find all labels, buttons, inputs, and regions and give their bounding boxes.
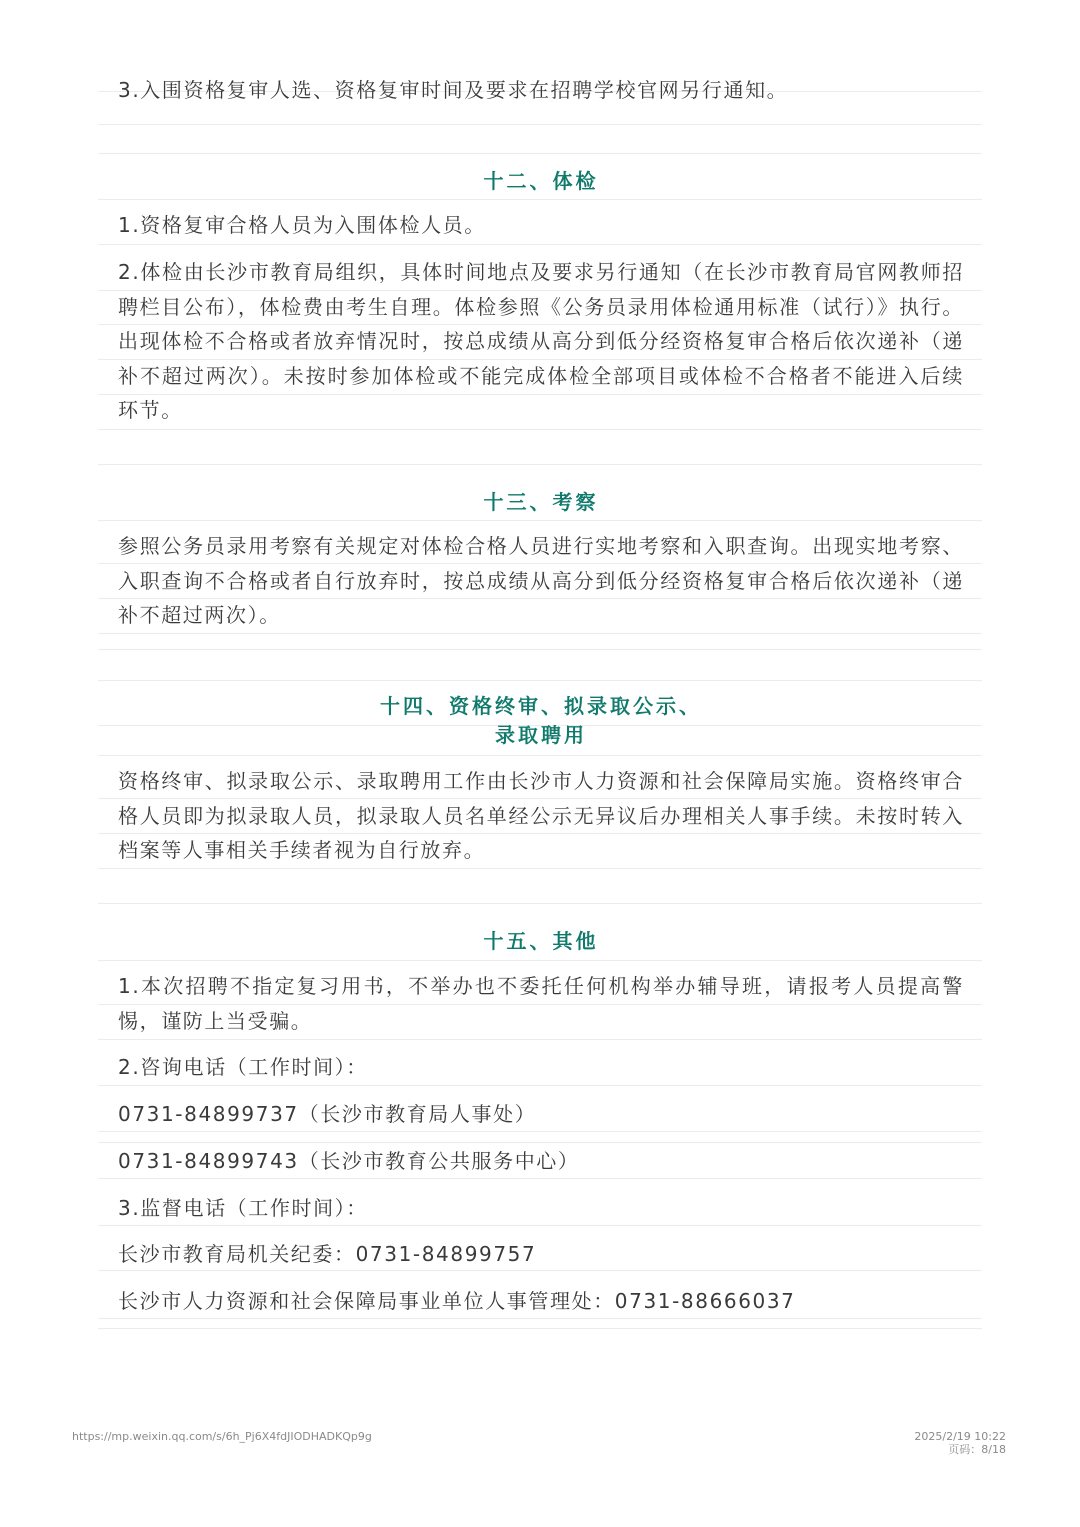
ruled-line	[98, 649, 982, 650]
ruled-line	[98, 124, 982, 125]
footer-meta	[914, 1430, 1006, 1456]
paragraph-s11-item3: 3.入围资格复审人选、资格复审时间及要求在招聘学校官网另行通知。	[118, 78, 789, 102]
ruled-line	[98, 429, 982, 430]
paragraph-s15-consult-phone-2: 0731-84899743（长沙市教育公共服务中心）	[118, 1149, 580, 1173]
paragraph-s15-supervise-phone-2: 长沙市人力资源和社会保障局事业单位人事管理处：0731-88666037	[118, 1289, 796, 1313]
ruled-line	[98, 1328, 982, 1329]
paragraph-s14-item1: 资格终审、拟录取公示、录取聘用工作由长沙市人力资源和社会保障局实施。资格终审合格人员即为拟录取人员，拟录取人员名单经公示无异议后办理相关人事手续。未按时转入档案等人事相关手续者视为自行放弃。	[118, 769, 964, 862]
ruled-line	[98, 244, 982, 245]
section-heading-inspection: 十三、考察	[483, 490, 599, 514]
paragraph-s15-supervise-label: 3.监督电话（工作时间）：	[118, 1196, 368, 1220]
section-heading-physical-exam: 十二、体检	[483, 169, 599, 193]
ruled-line	[98, 1085, 982, 1086]
section-heading-other: 十五、其他	[483, 929, 599, 953]
ruled-line	[98, 633, 982, 634]
ruled-line	[98, 520, 982, 521]
ruled-line	[98, 199, 982, 200]
paragraph-s12-item1: 1.资格复审合格人员为入围体检人员。	[118, 213, 486, 237]
section-heading-final-review-line1: 十四、资格终审、拟录取公示、	[380, 694, 702, 718]
footer-url: https://mp.weixin.qq.com/s/6h_Pj6X4fdJIODHADKQp9g	[72, 1430, 372, 1443]
section-heading-final-review	[118, 692, 964, 750]
paragraph-s12-item2: 2.体检由长沙市教育局组织，具体时间地点及要求另行通知（在长沙市教育局官网教师招聘栏目公布），体检费由考生自理。体检参照《公务员录用体检通用标准（试行）》执行。出现体检不合格或者放弃情况时，按总成绩从高分到低分经资格复审合格后依次递补（递补不超过两次）。未按时参加体检或不能完成体检全部项目或体检不合格者不能进入后续环节。	[118, 260, 964, 422]
paragraph-s13-item1: 参照公务员录用考察有关规定对体检合格人员进行实地考察和入职查询。出现实地考察、入职查询不合格或者自行放弃时，按总成绩从高分到低分经资格复审合格后依次递补（递补不超过两次）。	[118, 534, 964, 627]
ruled-line	[98, 153, 982, 154]
paragraph-s15-consult-phone-1: 0731-84899737（长沙市教育局人事处）	[118, 1102, 537, 1126]
ruled-line	[98, 868, 982, 869]
ruled-line	[98, 755, 982, 756]
ruled-line	[98, 960, 982, 961]
paragraph-s15-consult-label: 2.咨询电话（工作时间）：	[118, 1055, 368, 1079]
ruled-line	[98, 680, 982, 681]
ruled-line	[98, 1142, 982, 1143]
ruled-line	[98, 903, 982, 904]
footer-page-number: 页码：8/18	[948, 1443, 1006, 1456]
paragraph-s15-item1: 1.本次招聘不指定复习用书，不举办也不委托任何机构举办辅导班，请报考人员提高警惕，谨防上当受骗。	[118, 974, 964, 1033]
ruled-line	[98, 1039, 982, 1040]
footer-datetime: 2025/2/19 10:22	[914, 1430, 1006, 1443]
ruled-line	[98, 464, 982, 465]
paragraph-s15-supervise-phone-1: 长沙市教育局机关纪委：0731-84899757	[118, 1242, 537, 1266]
section-heading-final-review-line2: 录取聘用	[495, 723, 587, 747]
